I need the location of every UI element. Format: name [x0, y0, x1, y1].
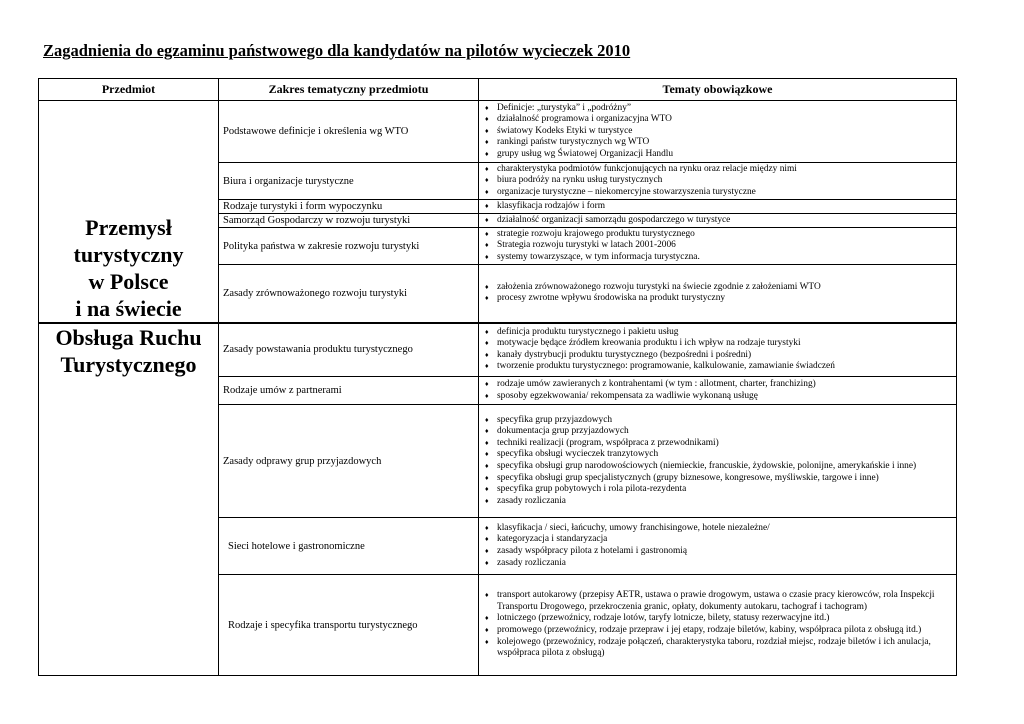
topic-list [483, 415, 952, 508]
list-item: ♦ Strategia rozwoju turystyki w latach 2001-2006 [483, 240, 952, 252]
list-item: ♦ rankingi państw turystycznych wg WTO [483, 137, 952, 149]
list-item: ♦ kategoryzacja i standaryzacja [483, 534, 952, 546]
list-item: ♦ kolejowego (przewoźnicy, rodzaje połączeń, charakterystyka taboru, rozdział miejsc, rodzaje biletów i ich anulacja, współpraca pilota z obsługą) [483, 637, 952, 660]
list-item: ♦ procesy zwrotne wpływu środowiska na produkt turystyczny [483, 293, 952, 305]
topic-cell: Sieci hotelowe i gastronomiczne [219, 518, 479, 575]
topic-cell: Polityka państwa w zakresie rozwoju turystyki [219, 228, 479, 265]
subject-cell [39, 323, 219, 676]
list-item: ♦ systemy towarzyszące, w tym informacja turystyczna. [483, 252, 952, 264]
list-item: ♦ lotniczego (przewoźnicy, rodzaje lotów, taryfy lotnicze, bilety, statusy rezerwacyjne itd.) [483, 613, 952, 625]
topic-list [483, 201, 952, 213]
topics-cell [479, 228, 957, 265]
list-item: ♦ charakterystyka podmiotów funkcjonujących na rynku oraz relacje między nimi [483, 164, 952, 176]
topics-cell [479, 265, 957, 323]
topic-cell: Zasady powstawania produktu turystycznego [219, 323, 479, 377]
list-item: ♦ organizacje turystyczne – niekomercyjne stowarzyszenia turystyczne [483, 187, 952, 199]
list-item: ♦ motywacje będące źródłem kreowania produktu i ich wpływ na rodzaje turystyki [483, 338, 952, 350]
subject-line: Turystycznego [60, 351, 197, 377]
subject-line: i na świecie [75, 295, 182, 321]
topics-cell [479, 214, 957, 228]
topics-cell [479, 101, 957, 163]
list-item: ♦ założenia zrównoważonego rozwoju turystyki na świecie zgodnie z założeniami WTO [483, 282, 952, 294]
list-item: ♦ światowy Kodeks Etyki w turystyce [483, 126, 952, 138]
topic-cell: Zasady zrównoważonego rozwoju turystyki [219, 265, 479, 323]
topics-cell [479, 200, 957, 214]
header-subject: Przedmiot [39, 79, 219, 101]
topics-cell [479, 575, 957, 676]
list-item: ♦ specyfika grup pobytowych i rola pilota-rezydenta [483, 484, 952, 496]
topic-list [483, 215, 952, 227]
table-row [39, 323, 957, 377]
list-item: ♦ definicja produktu turystycznego i pakietu usług [483, 327, 952, 339]
list-item: ♦ biura podróży na rynku usług turystycznych [483, 175, 952, 187]
topic-cell: Zasady odprawy grup przyjazdowych [219, 405, 479, 518]
document-title: Zagadnienia do egzaminu państwowego dla kandydatów na pilotów wycieczek 2010 [43, 41, 631, 60]
list-item: ♦ specyfika obsługi wycieczek tranzytowych [483, 449, 952, 461]
list-item: ♦ specyfika obsługi grup narodowościowych (niemieckie, francuskie, żydowskie, polonijne, amerykańskie i inne) [483, 461, 952, 473]
table-header-row [39, 79, 957, 101]
topic-cell: Samorząd Gospodarczy w rozwoju turystyki [219, 214, 479, 228]
topic-cell: Rodzaje i specyfika transportu turystycznego [219, 575, 479, 676]
list-item: ♦ dokumentacja grup przyjazdowych [483, 426, 952, 438]
table-row [39, 101, 957, 163]
list-item: ♦ promowego (przewoźnicy, rodzaje przepraw i jej etapy, rodzaje biletów, kabiny, współpraca pilota z obsługą itd.) [483, 625, 952, 637]
header-topics: Tematy obowiązkowe [479, 79, 957, 101]
topic-list [483, 327, 952, 373]
header-scope: Zakres tematyczny przedmiotu [219, 79, 479, 101]
exam-topics-table [38, 78, 957, 676]
list-item: ♦ grupy usług wg Światowej Organizacji Handlu [483, 149, 952, 161]
list-item: ♦ zasady rozliczania [483, 558, 952, 570]
list-item: ♦ specyfika obsługi grup specjalistycznych (grupy biznesowe, kongresowe, myśliwskie, targowe i inne) [483, 473, 952, 485]
subject-line: w Polsce [88, 268, 169, 294]
topic-cell: Podstawowe definicje i określenia wg WTO [219, 101, 479, 163]
list-item: ♦ techniki realizacji (program, współpraca z przewodnikami) [483, 438, 952, 450]
list-item: ♦ klasyfikacja rodzajów i form [483, 201, 952, 213]
subject-line: Przemysł [85, 214, 172, 240]
topic-cell: Rodzaje turystyki i form wypoczynku [219, 200, 479, 214]
list-item: ♦ działalność organizacji samorządu gospodarczego w turystyce [483, 215, 952, 227]
topic-cell: Biura i organizacje turystyczne [219, 163, 479, 200]
list-item: ♦ klasyfikacja / sieci, łańcuchy, umowy franchisingowe, hotele niezależne/ [483, 523, 952, 535]
subject-line: turystyczny [73, 241, 184, 267]
topics-cell [479, 163, 957, 200]
topic-list [483, 103, 952, 161]
list-item: ♦ zasady współpracy pilota z hotelami i gastronomią [483, 546, 952, 558]
topics-cell [479, 323, 957, 377]
topic-list [483, 282, 952, 305]
list-item: ♦ kanały dystrybucji produktu turystycznego (bezpośredni i pośredni) [483, 350, 952, 362]
list-item: ♦ sposoby egzekwowania/ rekompensata za wadliwie wykonaną usługę [483, 391, 952, 403]
topic-list [483, 379, 952, 402]
topic-list [483, 590, 952, 660]
topic-list [483, 229, 952, 264]
topic-list [483, 523, 952, 569]
subject-cell [39, 101, 219, 323]
list-item: ♦ transport autokarowy (przepisy AETR, ustawa o prawie drogowym, ustawa o czasie pracy kierowców, rola Inspekcji Transportu Drogowego, przekroczenia granic, opłaty, dokumenty autokaru, tachograf i tachogram) [483, 590, 952, 613]
list-item: ♦ działalność programowa i organizacyjna WTO [483, 114, 952, 126]
list-item: ♦ strategie rozwoju krajowego produktu turystycznego [483, 229, 952, 241]
list-item: ♦ zasady rozliczania [483, 496, 952, 508]
list-item: ♦ tworzenie produktu turystycznego: programowanie, kalkulowanie, zamawianie świadczeń [483, 361, 952, 373]
topics-cell [479, 405, 957, 518]
topic-list [483, 164, 952, 199]
topic-cell: Rodzaje umów z partnerami [219, 377, 479, 405]
list-item: ♦ Definicje: „turystyka” i „podróżny” [483, 103, 952, 115]
topics-cell [479, 518, 957, 575]
list-item: ♦ rodzaje umów zawieranych z kontrahentami (w tym : allotment, charter, franchizing) [483, 379, 952, 391]
topics-cell [479, 377, 957, 405]
list-item: ♦ specyfika grup przyjazdowych [483, 415, 952, 427]
subject-line: Obsługa Ruchu [55, 324, 202, 350]
